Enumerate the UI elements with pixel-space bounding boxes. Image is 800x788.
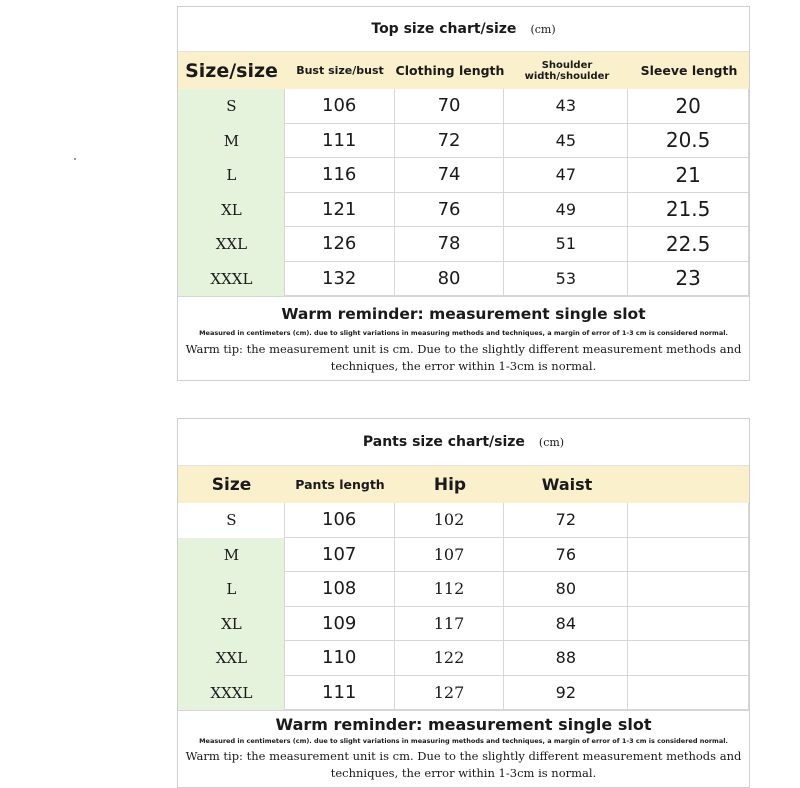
waist-cell: 92 [503,676,628,711]
top-chart-header-row [178,52,749,89]
length-cell: 78 [394,227,505,262]
pants-length-cell: 109 [284,607,395,642]
size-cell: L [226,166,237,185]
reminder-tip: Warm tip: the measurement unit is cm. Due to the slightly different measurement methods and techniques, the error within 1-3cm is normal. [185,342,742,373]
waist-cell: 88 [503,641,628,676]
pants-size-chart [177,418,750,788]
shoulder-cell: 47 [503,158,628,193]
shoulder-column [504,89,628,296]
sleeve-cell: 22.5 [627,227,749,262]
size-cell: XXL [215,649,248,668]
hip-cell: 107 [394,538,505,573]
bust-cell: 126 [284,227,395,262]
empty-cell [627,572,749,607]
reminder-fine-print: Measured in centimeters (cm). due to slight variations in measuring methods and techniques, a margin of error of 1-3 cm is considered normal. [199,329,728,337]
shoulder-cell: 49 [503,193,628,228]
size-cell: M [223,545,240,564]
waist-cell: 84 [503,607,628,642]
shoulder-cell: 51 [503,227,628,262]
header-waist: Waist [541,475,593,494]
size-cell: M [223,131,240,150]
shoulder-cell: 43 [503,89,628,124]
empty-cell [627,538,749,573]
hip-cell: 117 [394,607,505,642]
length-cell: 80 [394,262,505,297]
top-size-chart [177,6,750,381]
pants-chart-reminder [178,710,749,782]
size-cell: S [226,97,237,116]
sleeve-cell: 20.5 [627,124,749,159]
length-cell: 72 [394,124,505,159]
header-clothing-length: Clothing length [395,63,505,78]
header-size: Size/size [185,59,278,82]
pants-length-column [285,503,395,710]
length-cell: 76 [394,193,505,228]
bust-cell: 132 [284,262,395,297]
pants-chart-grid [178,503,749,710]
pants-chart-title: Pants size chart/size [362,434,525,450]
header-hip: Hip [433,474,467,495]
length-cell: 70 [394,89,505,124]
pants-chart-unit: (cm) [538,435,565,449]
sleeve-cell: 21 [627,158,749,193]
hip-cell: 112 [394,572,505,607]
shoulder-cell: 53 [503,262,628,297]
bust-column [285,89,395,296]
hip-cell: 102 [394,503,505,538]
bust-cell: 106 [284,89,395,124]
header-size: Size [211,474,252,495]
sleeve-cell: 23 [627,262,749,297]
shoulder-cell: 45 [503,124,628,159]
hip-cell: 122 [394,641,505,676]
bust-cell: 116 [284,158,395,193]
top-chart-grid [178,89,749,296]
pants-length-cell: 107 [284,538,395,573]
pants-length-cell: 108 [284,572,395,607]
pants-length-cell: 106 [284,503,395,538]
reminder-title: Warm reminder: measurement single slot [281,305,646,323]
bust-cell: 111 [284,124,395,159]
waist-column [504,503,628,710]
top-chart-title: Top size chart/size [371,21,517,37]
empty-cell [627,607,749,642]
header-shoulder: Shoulder width/shoulder [524,59,610,82]
sleeve-cell: 21.5 [627,193,749,228]
size-cell: XL [221,614,242,633]
empty-cell [627,503,749,538]
size-cell: XXXL [210,683,253,702]
pants-chart-header-row [178,466,749,503]
hip-column [395,503,505,710]
size-cell: L [226,580,237,599]
pants-chart-title-row [178,419,749,466]
size-cell: XXL [215,235,248,254]
size-cell: S [178,503,285,538]
waist-cell: 80 [503,572,628,607]
pants-size-column [178,503,285,710]
empty-cell [627,641,749,676]
size-cell: XXXL [210,269,253,288]
hip-cell: 127 [394,676,505,711]
waist-cell: 76 [503,538,628,573]
clothing-length-column [395,89,505,296]
reminder-fine-print: Measured in centimeters (cm). due to slight variations in measuring methods and techniques, a margin of error of 1-3 cm is considered normal. [199,737,728,745]
top-chart-reminder [178,296,749,375]
reminder-title: Warm reminder: measurement single slot [275,715,652,734]
header-pants-length: Pants length [295,477,385,492]
reminder-tip: Warm tip: the measurement unit is cm. Due to the slightly different measurement methods and techniques, the error within 1-3cm is normal. [185,749,742,780]
header-bust: Bust size/bust [296,64,384,77]
sleeve-cell: 20 [627,89,749,124]
empty-column [628,503,749,710]
top-chart-title-row [178,7,749,52]
header-sleeve: Sleeve length [640,63,738,78]
stray-dot [74,158,76,160]
pants-length-cell: 111 [284,676,395,711]
sleeve-column [628,89,749,296]
waist-cell: 72 [503,503,628,538]
top-chart-unit: (cm) [530,22,556,36]
pants-length-cell: 110 [284,641,395,676]
top-size-column [178,89,285,296]
length-cell: 74 [394,158,505,193]
size-cell: XL [221,200,242,219]
bust-cell: 121 [284,193,395,228]
empty-cell [627,676,749,711]
